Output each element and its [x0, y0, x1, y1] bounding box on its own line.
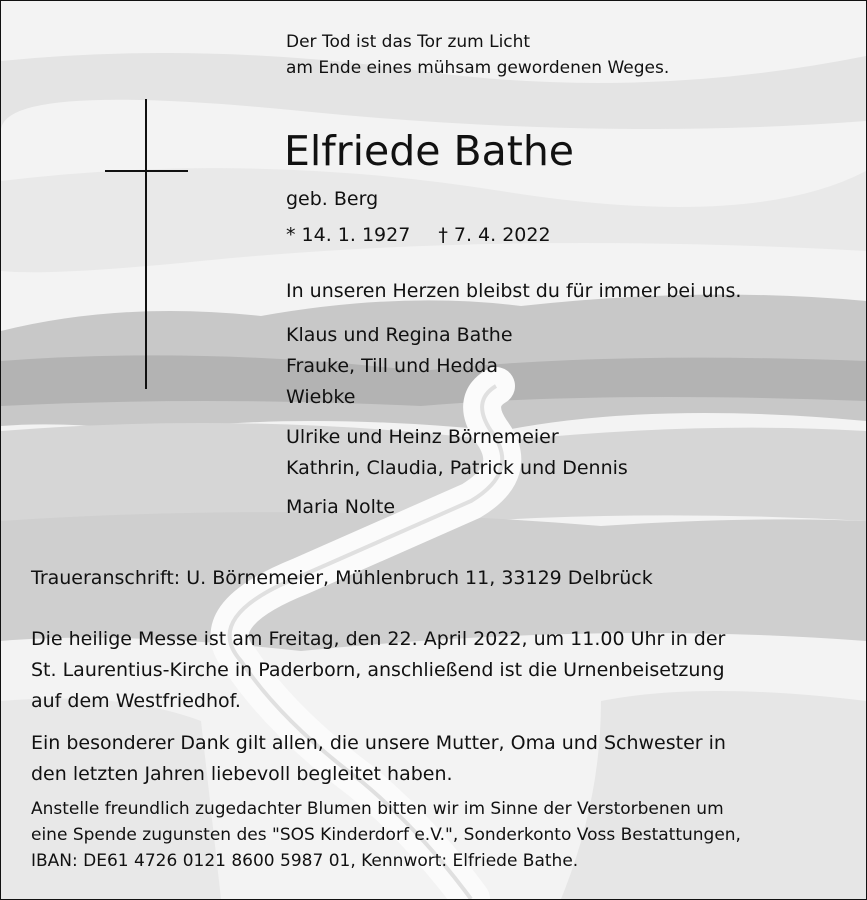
deceased-name: Elfriede Bathe	[284, 127, 575, 175]
mass-info-line: Die heilige Messe ist am Freitag, den 22. April 2022, um 11.00 Uhr in der	[31, 628, 726, 650]
donation-line: Anstelle freundlich zugedachter Blumen bitten wir im Sinne der Verstorbenen um	[31, 799, 724, 819]
family-member-line: Maria Nolte	[286, 496, 396, 518]
birth-name: geb. Berg	[286, 188, 379, 210]
motto-line: am Ende eines mühsam gewordenen Weges.	[286, 58, 670, 78]
family-member-line: Ulrike und Heinz Börnemeier	[286, 426, 559, 448]
family-member-line: Wiebke	[286, 386, 356, 408]
birth-date: * 14. 1. 1927	[286, 224, 411, 246]
mass-info-line: auf dem Westfriedhof.	[31, 690, 241, 712]
mourning-address: Traueranschrift: U. Börnemeier, Mühlenbruch 11, 33129 Delbrück	[31, 567, 653, 589]
thanks-line: den letzten Jahren liebevoll begleitet haben.	[31, 763, 453, 785]
life-dates	[286, 220, 551, 250]
memorial-quote: In unseren Herzen bleibst du für immer bei uns.	[286, 280, 742, 302]
mass-info-line: St. Laurentius-Kirche in Paderborn, anschließend ist die Urnenbeisetzung	[31, 659, 725, 681]
family-member-line: Klaus und Regina Bathe	[286, 324, 513, 346]
motto-line: Der Tod ist das Tor zum Licht	[286, 32, 531, 52]
family-member-line: Kathrin, Claudia, Patrick und Dennis	[286, 457, 628, 479]
donation-line: eine Spende zugunsten des "SOS Kinderdorf e.V.", Sonderkonto Voss Bestattungen,	[31, 825, 741, 845]
donation-line: IBAN: DE61 4726 0121 8600 5987 01, Kennwort: Elfriede Bathe.	[31, 851, 579, 871]
cross-horizontal-bar	[105, 170, 188, 172]
cross-vertical-bar	[145, 99, 147, 389]
thanks-line: Ein besonderer Dank gilt allen, die unsere Mutter, Oma und Schwester in	[31, 732, 726, 754]
death-date: † 7. 4. 2022	[438, 224, 551, 246]
family-member-line: Frauke, Till und Hedda	[286, 355, 498, 377]
